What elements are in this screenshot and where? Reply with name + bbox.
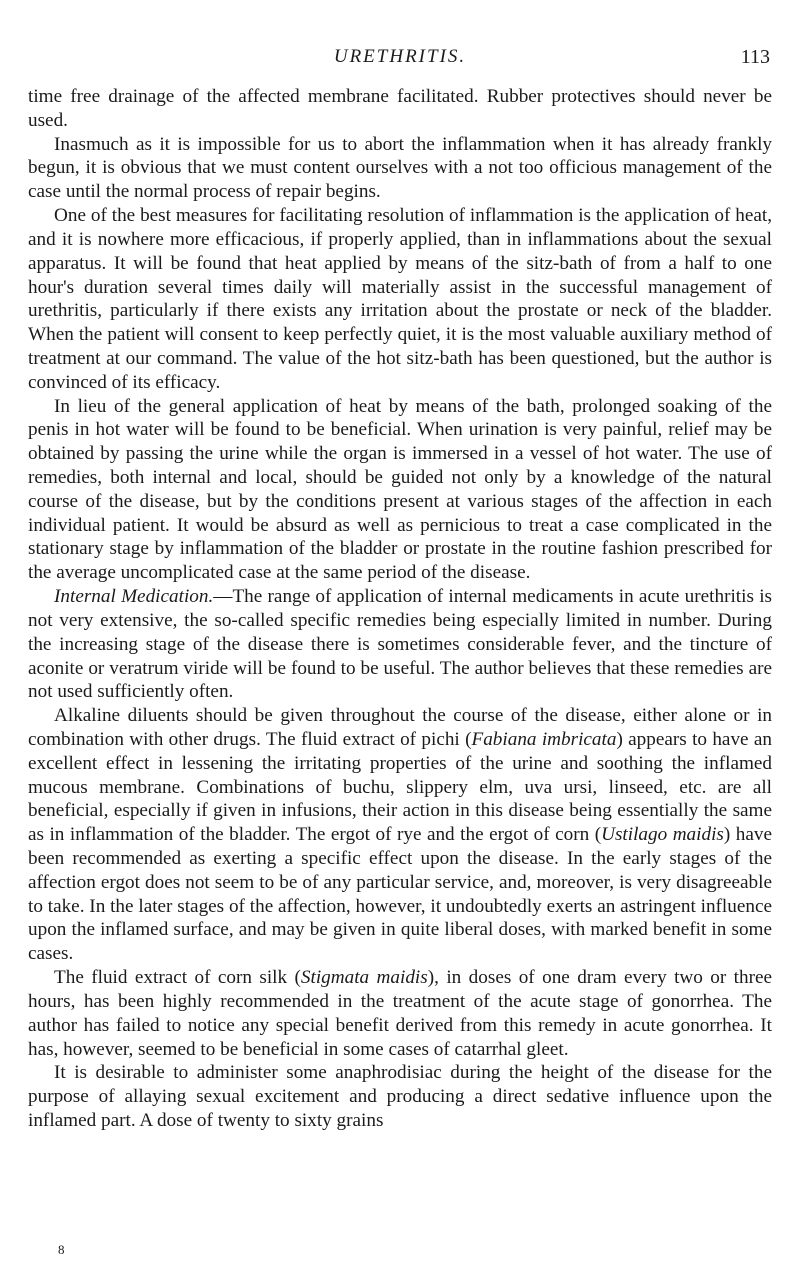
paragraph (28, 704, 772, 966)
text-run: Inasmuch as it is impossible for us to abort the inflammation when it has already frankly begun, it is obvious that we must content ourselves with a not too officious management of the case until the normal process of repair begins. (28, 133, 772, 203)
text-run: In lieu of the general application of heat by means of the bath, prolonged soaking of the penis in hot water will be found to be beneficial. When urination is very painful, relief may be obtained by passing the urine while the organ is immersed in a vessel of hot water. The use of remedies, both internal and local, should be guided not only by a knowledge of the natural course of the disease, but by the conditions present at various stages of the affection in each individual patient. It would be absurd as well as pernicious to treat a case complicated in the stationary stage by inflammation of the bladder or prostate in the routine fashion prescribed for the average uncomplicated case at the same period of the disease. (28, 395, 772, 584)
paragraph (28, 585, 772, 704)
running-head (28, 44, 772, 74)
paragraph (28, 1061, 772, 1132)
text-run: It is desirable to administer some anaphrodisiac during the height of the disease for the purpose of allaying sexual excitement and producing a direct sedative influence upon the inflamed part. A dose of twenty to sixty grains (28, 1062, 772, 1131)
italic-term: Ustilago maidis (601, 824, 724, 846)
paragraph (28, 395, 772, 586)
text-run: time free drainage of the affected membrane facilitated. Rubber protectives should never be used. (28, 86, 772, 131)
text-run: One of the best measures for facilitating resolution of inflammation is the application of heat, and it is nowhere more efficacious, if properly applied, than in inflammations about the sexual apparatus. It will be found that heat applied by means of the sitz-bath of from a half to one hour's duration several times daily will materially assist in the successful management of urethritis, particularly if there exists any irritation about the prostate or neck of the bladder. When the patient will consent to keep perfectly quiet, it is the most valuable auxiliary method of treatment at our command. The value of the hot sitz-bath has been questioned, but the author is convinced of its efficacy. (28, 205, 772, 393)
page-number: 113 (740, 46, 770, 68)
text-run: ) appears to have an excellent effect in lessening the irritating properties of the urine and soothing the inflamed mucous membrane. Combinations of buchu, slippery elm, uva ursi, linseed, etc. are all beneficial, especially if given in infusions, their action in this disease being essentially the same as in inflammation of the bladder. The ergot of rye and the ergot of corn ( (28, 728, 772, 846)
paragraph (28, 966, 772, 1061)
italic-term: Fabiana imbricata (471, 728, 617, 750)
running-title: URETHRITIS. (333, 46, 467, 67)
paragraph (28, 85, 772, 133)
text-run: ), in doses of one dram every two or three hours, has been highly recommended in the treatment of the acute stage of gonorrhea. The author has failed to notice any special benefit derived from this remedy in acute gonorrhea. It has, however, seemed to be beneficial in some cases of catarrhal gleet. (28, 967, 772, 1060)
text-run: Alkaline diluents should be given throughout the course of the disease, either alone or in combination with other drugs. The fluid extract of pichi ( (28, 705, 772, 750)
paragraph (28, 204, 772, 395)
text-run: —The range of application of internal medicaments in acute urethritis is not very extensive, the so-called specific remedies being especially limited in number. During the increasing stage of the disease there is sometimes considerable fever, and the tincture of aconite or veratrum viride will be found to be useful. The author believes that these remedies are not used sufficiently often. (28, 586, 772, 703)
paragraph (28, 133, 772, 204)
text-run: ) have been recommended as exerting a specific effect upon the disease. In the early stages of the affection ergot does not seem to be of any particular service, and, moreover, is very disagreeable to take. In the later stages of the affection, however, it undoubtedly exerts an astringent influence upon the inflamed surface, and may be given in quite liberal doses, with marked benefit in some cases. (28, 824, 772, 965)
text-run: The fluid extract of corn silk ( (54, 967, 301, 989)
italic-term: Stigmata maidis (300, 967, 428, 989)
italic-term: Internal Medication. (54, 586, 214, 608)
body-text (28, 85, 772, 1133)
signature-mark: 8 (58, 1242, 65, 1257)
